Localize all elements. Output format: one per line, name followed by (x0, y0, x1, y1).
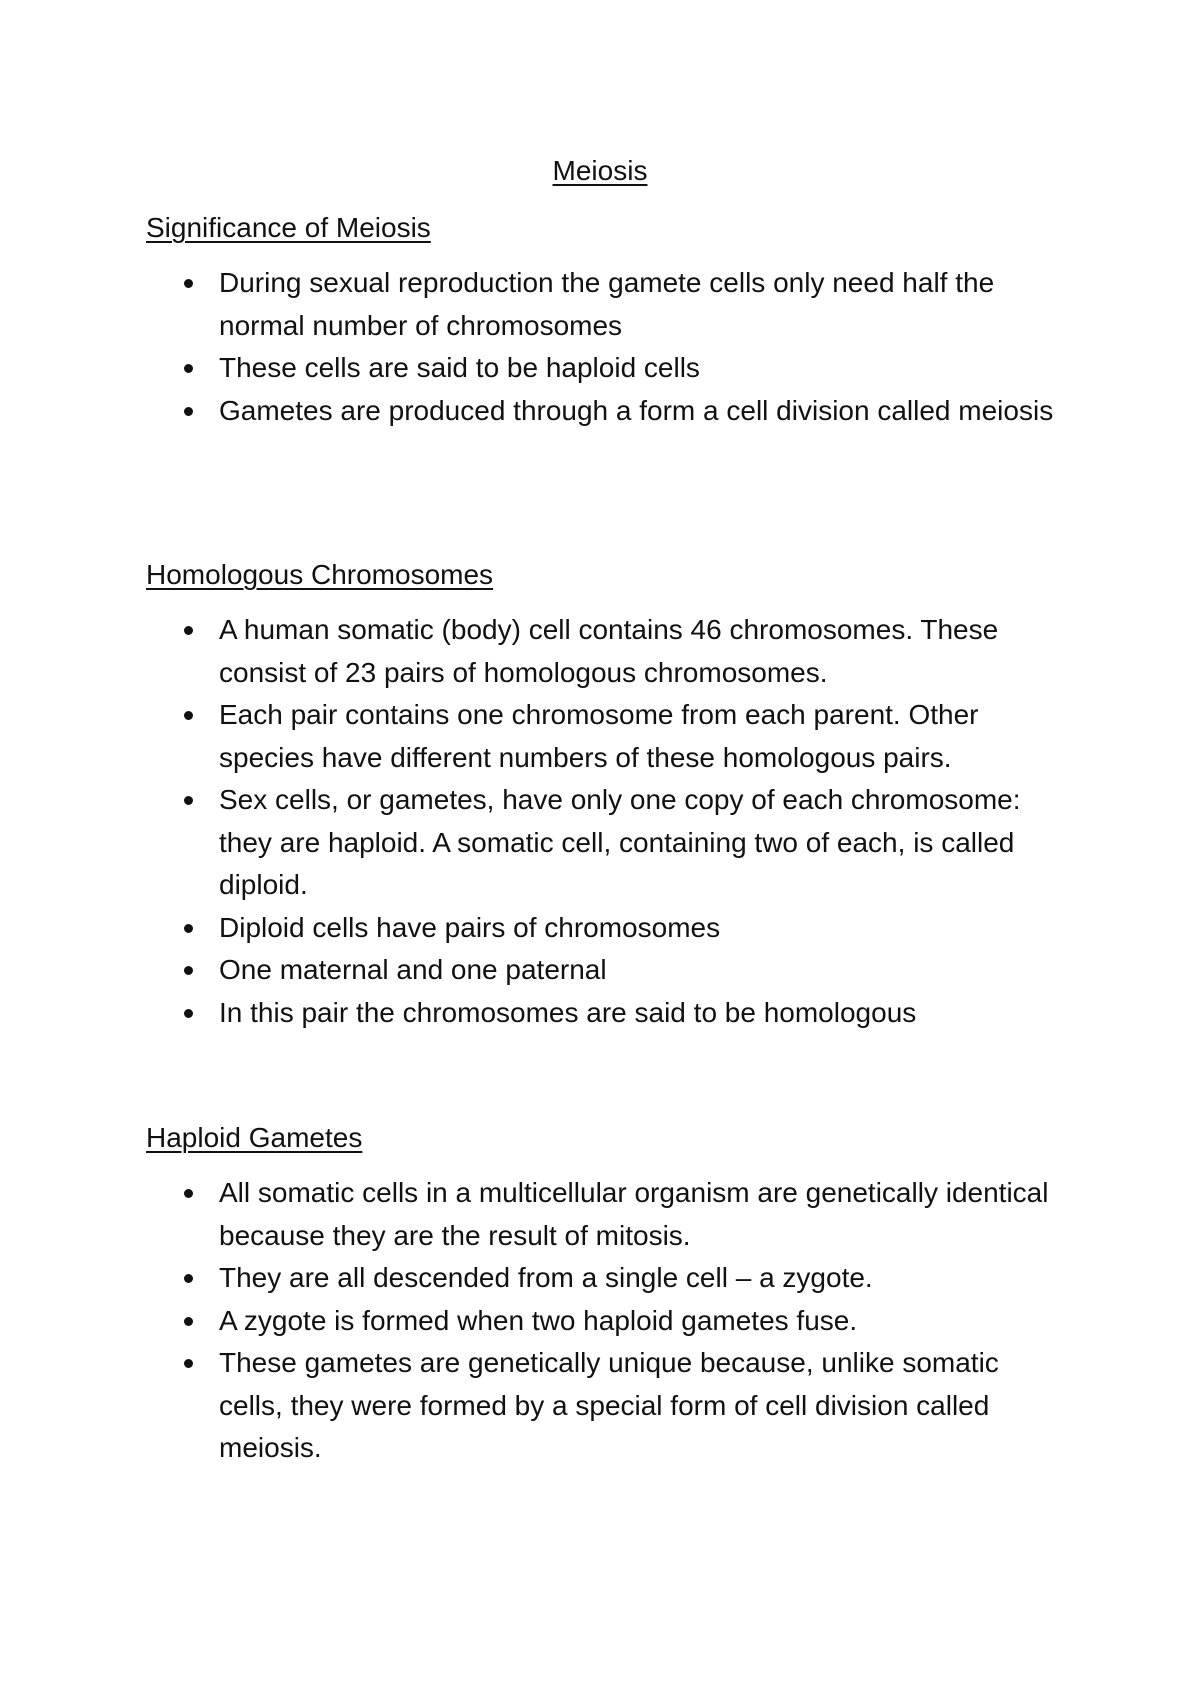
bullet-icon (184, 407, 193, 416)
list-item-text: A zygote is formed when two haploid gametes fuse. (219, 1304, 858, 1336)
list-item (146, 1342, 1066, 1470)
list-item (146, 694, 1066, 779)
list-item-text: They are all descended from a single cell – a zygote. (219, 1262, 873, 1293)
bullet-list (146, 1172, 1066, 1470)
bullet-icon (184, 626, 193, 635)
bullet-icon (184, 1359, 193, 1368)
bullet-icon (184, 1274, 193, 1283)
bullet-icon (184, 924, 193, 933)
list-item (146, 907, 1066, 950)
section-heading: Significance of Meiosis (146, 212, 431, 243)
bullet-list (146, 262, 1066, 432)
list-item-text: Sex cells, or gametes, have only one copy of each chromosome: they are haploid. A somatic cell, containing two of each, is called diploid. (219, 784, 1021, 900)
section-heading: Homologous Chromosomes (146, 559, 494, 590)
list-item-text: In this pair the chromosomes are said to be homologous (219, 996, 917, 1028)
list-item-text: All somatic cells in a multicellular organism are genetically identical because they are the result of mitosis. (219, 1177, 1049, 1251)
section-significance-of-meiosis (146, 207, 1066, 432)
bullet-icon (184, 966, 193, 975)
list-item (146, 1257, 1066, 1300)
list-item (146, 779, 1066, 907)
list-item-text: These cells are said to be haploid cells (219, 352, 700, 383)
section-homologous-chromosomes (146, 554, 1066, 1034)
list-item (146, 347, 1066, 390)
list-item-text: Gametes are produced through a form a cell division called meiosis (219, 394, 1054, 426)
list-item (146, 262, 1066, 347)
list-item (146, 609, 1066, 694)
list-item-text: One maternal and one paternal (219, 954, 607, 985)
list-item-text: A human somatic (body) cell contains 46 chromosomes. These consist of 23 pairs of homologous chromosomes. (219, 614, 999, 688)
bullet-icon (184, 711, 193, 720)
bullet-icon (184, 1189, 193, 1198)
bullet-list (146, 609, 1066, 1034)
page-title (0, 150, 1200, 192)
list-item-text: Diploid cells have pairs of chromosomes (219, 911, 721, 943)
list-item (146, 992, 1066, 1035)
list-item-text: These gametes are genetically unique because, unlike somatic cells, they were formed by a special form of cell division called meiosis. (219, 1347, 999, 1463)
bullet-icon (184, 1009, 193, 1018)
list-item-text: Each pair contains one chromosome from each parent. Other species have different numbers of these homologous pairs. (219, 699, 979, 773)
page-title-text: Meiosis (552, 155, 648, 186)
list-item (146, 949, 1066, 992)
list-item (146, 1172, 1066, 1257)
bullet-icon (184, 279, 193, 288)
bullet-icon (184, 1317, 193, 1326)
list-item (146, 390, 1066, 433)
list-item-text: During sexual reproduction the gamete cells only need half the normal number of chromosomes (219, 267, 995, 341)
list-item (146, 1300, 1066, 1343)
section-heading: Haploid Gametes (146, 1122, 363, 1153)
bullet-icon (184, 364, 193, 373)
section-haploid-gametes (146, 1117, 1066, 1470)
bullet-icon (184, 796, 193, 805)
